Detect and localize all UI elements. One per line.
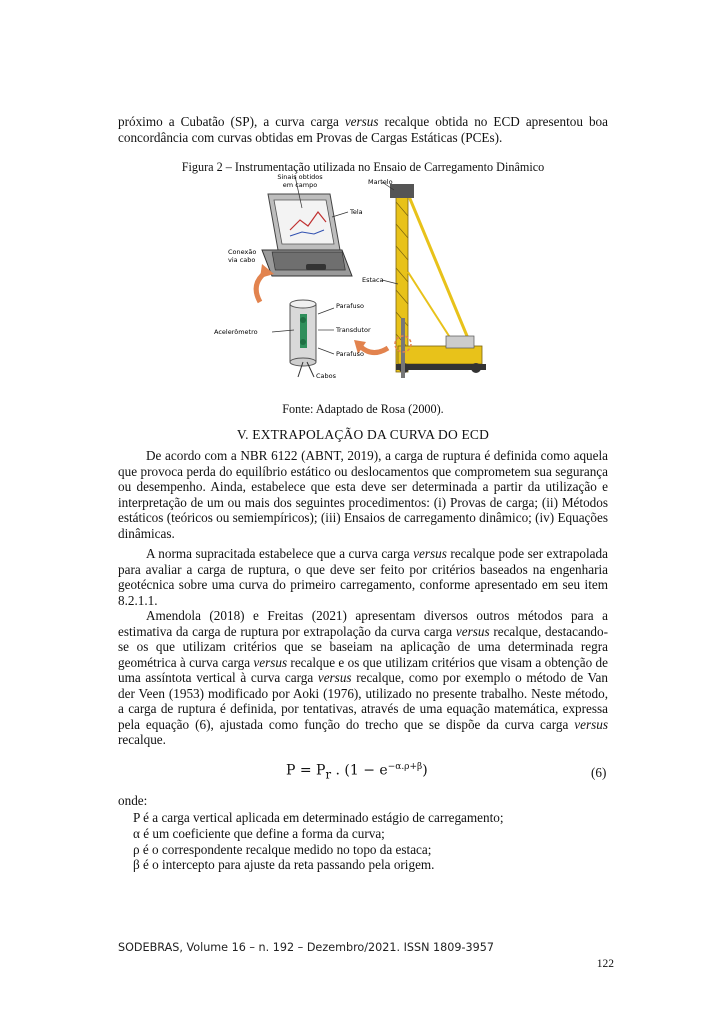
- label-cabos: Cabos: [316, 372, 337, 380]
- p3-text-b: recalque, destacando-se os que utilizam critérios que se baseiam na aplicação de uma determinada regra geométrica à curva carga: [118, 623, 608, 670]
- label-martelo: Martelo: [368, 178, 393, 186]
- p2-italic: versus: [413, 546, 447, 561]
- p2-text-a: A norma supracitada estabelece que a curva carga: [146, 546, 414, 561]
- label-estaca: Estaca: [362, 276, 384, 284]
- label-acelerometro: Acelerômetro: [214, 328, 258, 336]
- p3-text-d: recalque, como por exemplo o método de Van der Veen (1953) modificado por Aoki (1976), utilizado no presente trabalho. Neste método, a carga de ruptura é definida, por tentativas, através de uma equação matemática, expressa pela equação (6), ajustada como função do trecho que se dispõe da curva carga: [118, 670, 608, 732]
- paragraph-1: De acordo com a NBR 6122 (ABNT, 2019), a carga de ruptura é definida como aquela que provoca perda do equilíbrio estático ou deslocamentos que comprometem sua segurança ou desempenho. Ainda, estabelece que esta deve ser determinada a partir da utilização e interpretação de um ou mais dos seguintes procedimentos: (i) Provas de carga; (ii) Métodos estáticos (teóricos ou semiempíricos); (iii) Ensaios de carregamento dinâmico; (iv) Equações dinâmicas.: [118, 448, 608, 541]
- label-sinais: Sinais obtidos: [277, 173, 323, 181]
- definitions-onde: onde:: [118, 793, 148, 808]
- paragraph-3: [118, 608, 608, 748]
- definitions-list: [133, 810, 603, 873]
- label-transdutor: Transdutor: [336, 326, 371, 334]
- label-conexao: Conexão: [228, 248, 257, 256]
- equation-body: [286, 762, 428, 781]
- label-parafuso-top: Parafuso: [336, 302, 365, 310]
- eq-exponent: −α.ρ+β: [387, 762, 423, 772]
- eq-mid: . (1 − e: [331, 762, 388, 779]
- label-conexao-2: via cabo: [228, 256, 256, 264]
- instrumentation-figure: [210, 172, 510, 384]
- p3-italic-3: versus: [317, 670, 352, 685]
- p3-italic-4: versus: [574, 716, 608, 732]
- label-parafuso-bottom: Parafuso: [336, 350, 365, 358]
- section-heading: V. EXTRAPOLAÇÃO DA CURVA DO ECD: [236, 427, 490, 442]
- equation-number: (6): [591, 765, 607, 780]
- p3-italic-2: versus: [253, 654, 288, 670]
- p3-italic-1: versus: [455, 623, 490, 639]
- definition-beta: β é o intercepto para ajuste da reta passando pela origem.: [133, 857, 435, 873]
- intro-text-b: recalque obtida no ECD apresentou boa concordância com curvas obtidas em Provas de Cargas Estáticas (PCEs).: [118, 114, 608, 145]
- eq-lhs: P = P: [286, 762, 326, 779]
- figure-caption: Figura 2 – Instrumentação utilizada no Ensaio de Carregamento Dinâmico: [181, 160, 545, 174]
- intro-paragraph: [118, 114, 608, 145]
- figure-source: Fonte: Adaptado de Rosa (2000).: [282, 402, 444, 416]
- eq-sub: r: [325, 767, 332, 782]
- definition-rho: ρ é o correspondente recalque medido no topo da estaca;: [133, 841, 432, 857]
- paragraph-2: [118, 546, 608, 608]
- page-number: 122: [596, 958, 614, 970]
- p2-text-b: recalque pode ser extrapolada para avaliar a carga de ruptura, o que deve ser feito por critérios baseados na engenharia geotécnica sobre uma curva do primeiro carregamento, conforme apresentado em seu item 8.2.1.1.: [118, 546, 608, 608]
- pile-sensor-detail: [290, 300, 316, 377]
- intro-text-a: próximo a Cubatão (SP), a curva carga: [118, 114, 345, 129]
- intro-italic: versus: [344, 114, 379, 129]
- data-acquisition-case: [262, 194, 352, 276]
- journal-footer: SODEBRAS, Volume 16 – n. 192 – Dezembro/2021. ISSN 1809-3957: [118, 941, 495, 954]
- label-tela: Tela: [350, 208, 363, 216]
- p3-text-c: recalque e os que utilizam critérios que visam a obtenção de uma assíntota vertical à curva carga: [118, 654, 608, 685]
- definition-alpha: α é um coeficiente que define a forma da curva;: [133, 825, 385, 841]
- pile-driving-rig: [390, 184, 486, 378]
- p3-text-e: recalque.: [118, 732, 166, 747]
- eq-end: ): [422, 762, 428, 779]
- definition-p: P é a carga vertical aplicada em determinado estágio de carregamento;: [133, 810, 504, 825]
- p3-text-a: Amendola (2018) e Freitas (2021) apresentam diversos outros métodos para a estimativa da carga de ruptura por extrapolação da curva carga: [118, 608, 608, 639]
- label-sinais-2: em campo: [282, 181, 318, 189]
